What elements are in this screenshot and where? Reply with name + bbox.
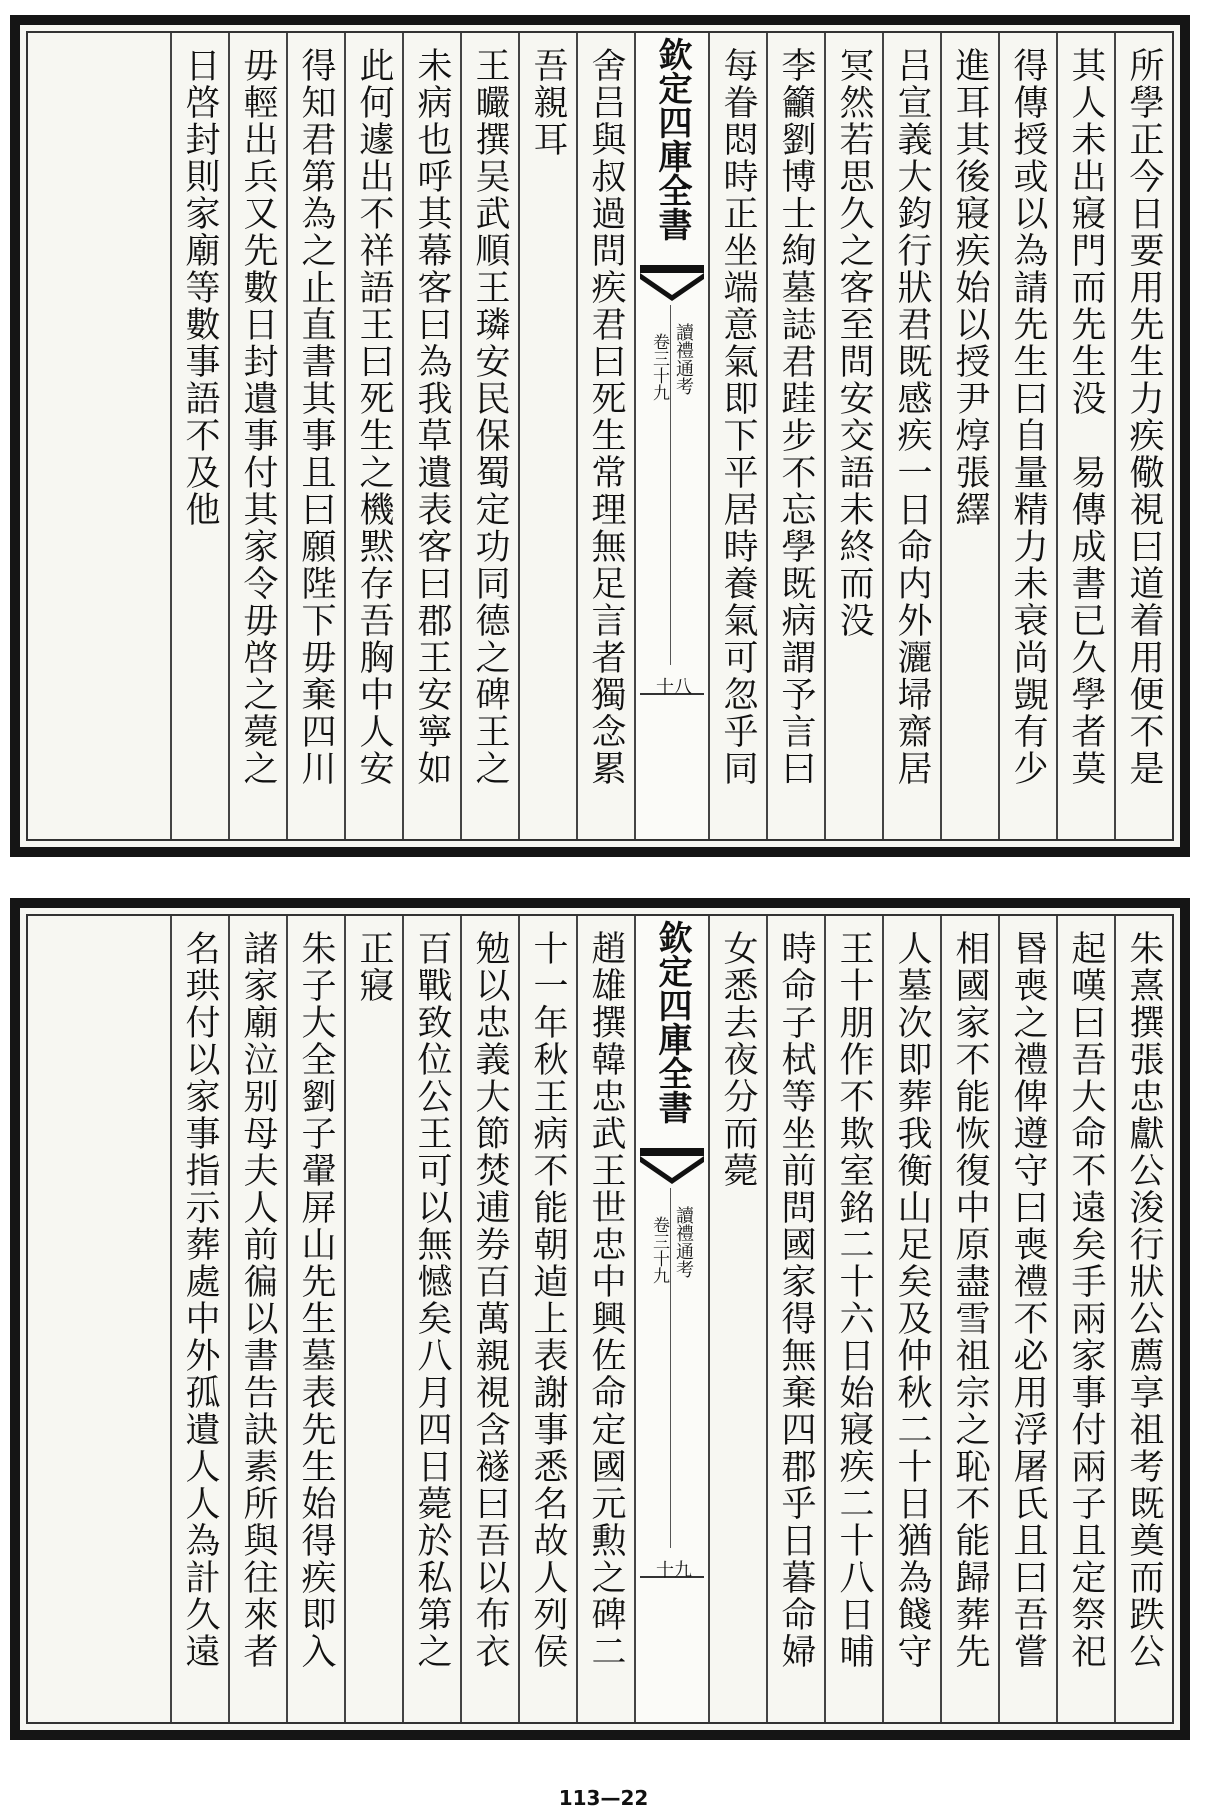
column-text: 進耳其後寢疾始以授尹焞張繹 bbox=[950, 47, 990, 528]
center-banner bbox=[634, 33, 708, 839]
fish-tail-mark-icon bbox=[640, 265, 704, 301]
column-text: 毋輕出兵又先數日封遺事付其家令毋啓之薨之 bbox=[238, 47, 278, 787]
column-text: 起嘆曰吾大命不遠矣手兩家事付兩子且定祭祀 bbox=[1066, 930, 1106, 1670]
top-page-columns bbox=[28, 33, 1172, 839]
text-column bbox=[344, 33, 402, 839]
top-page bbox=[10, 15, 1190, 857]
text-column bbox=[708, 916, 766, 1722]
column-text: 吕宣義大鈞行狀君既感疾一日命内外灑埽齋居 bbox=[892, 47, 932, 787]
text-column bbox=[824, 33, 882, 839]
column-text: 日啓封則家廟等數事語不及他 bbox=[180, 47, 220, 528]
page-number: 113—22 bbox=[558, 1786, 649, 1810]
column-text: 冥然若思久之客至問安交語未終而没 bbox=[834, 47, 874, 639]
text-column bbox=[460, 33, 518, 839]
column-text: 未病也呼其幕客曰為我草遺表客曰郡王安寧如 bbox=[412, 47, 452, 787]
column-text: 諸家廟泣别母夫人前徧以書告訣素所與往來者 bbox=[238, 930, 278, 1670]
text-column bbox=[708, 33, 766, 839]
leaf-number: 十九 bbox=[656, 1560, 692, 1581]
text-column bbox=[286, 916, 344, 1722]
text-column bbox=[1056, 33, 1114, 839]
column-text: 人墓次即葬我衡山足矣及仲秋二十日猶為餞守 bbox=[892, 930, 932, 1670]
bottom-page-frame bbox=[26, 914, 1174, 1724]
text-column bbox=[402, 33, 460, 839]
column-text: 名珙付以家事指示葬處中外孤遺人人為計久遠 bbox=[180, 930, 220, 1670]
column-text: 時命子栻等坐前問國家得無棄四郡乎日暮命婦 bbox=[776, 930, 816, 1670]
column-text: 得傳授或以為請先生曰自量精力未衰尚覬有少 bbox=[1008, 47, 1048, 787]
column-text: 朱熹撰張忠獻公浚行狀公薦享祖考既奠而跌公 bbox=[1124, 930, 1164, 1670]
column-text: 李籲劉博士絢墓誌君跬步不忘學既病謂予言曰 bbox=[776, 47, 816, 787]
text-column bbox=[576, 916, 634, 1722]
column-text: 正寢 bbox=[354, 930, 394, 1004]
bottom-page-columns bbox=[28, 916, 1172, 1722]
text-column bbox=[998, 33, 1056, 839]
column-text: 相國家不能恢復中原盡雪祖宗之恥不能歸葬先 bbox=[950, 930, 990, 1670]
text-column bbox=[170, 916, 228, 1722]
text-column bbox=[882, 916, 940, 1722]
center-banner bbox=[634, 916, 708, 1722]
column-text: 其人未出寢門而先生没 易傳成書已久學者莫 bbox=[1066, 47, 1106, 787]
text-column bbox=[998, 916, 1056, 1722]
text-column bbox=[402, 916, 460, 1722]
column-text: 所學正今日要用先生力疾儆視曰道着用便不是 bbox=[1124, 47, 1164, 787]
text-column bbox=[344, 916, 402, 1722]
column-text: 得知君第為之止直書其事且曰願陛下毋棄四川 bbox=[296, 47, 336, 787]
volume-label: 卷三十九 bbox=[649, 1216, 669, 1284]
book-title: 讀禮通考 bbox=[673, 323, 694, 395]
column-text: 十一年秋王病不能朝逌上表謝事悉名故人列侯 bbox=[528, 930, 568, 1670]
text-column bbox=[170, 33, 228, 839]
text-column bbox=[286, 33, 344, 839]
bottom-page bbox=[10, 898, 1190, 1740]
text-column bbox=[1114, 33, 1172, 839]
column-text: 百戰致位公王可以無憾矣八月四日薨於私第之 bbox=[412, 930, 452, 1670]
column-text: 朱子大全劉子翬屏山先生墓表先生始得疾即入 bbox=[296, 930, 336, 1670]
text-column bbox=[1056, 916, 1114, 1722]
column-text: 每眷悶時正坐端意氣即下平居時養氣可忽乎同 bbox=[718, 47, 758, 787]
top-page-frame bbox=[26, 31, 1174, 841]
banner-rule bbox=[670, 305, 671, 665]
column-text: 昬喪之禮俾遵守曰喪禮不必用浮屠氏且曰吾嘗 bbox=[1008, 930, 1048, 1670]
text-column bbox=[824, 916, 882, 1722]
text-column bbox=[460, 916, 518, 1722]
column-text: 趙雄撰韓忠武王世忠中興佐命定國元勲之碑二 bbox=[586, 930, 626, 1670]
text-column bbox=[228, 916, 286, 1722]
text-column bbox=[940, 916, 998, 1722]
text-column bbox=[518, 33, 576, 839]
fish-tail-mark-icon bbox=[640, 1148, 704, 1184]
text-column bbox=[766, 33, 824, 839]
text-column bbox=[1114, 916, 1172, 1722]
column-text: 王曮撰吴武順王璘安民保蜀定功同德之碑王之 bbox=[470, 47, 510, 787]
text-column bbox=[576, 33, 634, 839]
column-text: 王十朋作不欺室銘二十六日始寢疾二十八日晡 bbox=[834, 930, 874, 1670]
text-column bbox=[882, 33, 940, 839]
column-text: 此何遽出不祥語王曰死生之機黙存吾胸中人安 bbox=[354, 47, 394, 787]
banner-rule bbox=[670, 1188, 671, 1548]
column-text: 舍吕與叔過問疾君曰死生常理無足言者獨念累 bbox=[586, 47, 626, 787]
text-column bbox=[518, 916, 576, 1722]
leaf-number: 十八 bbox=[656, 677, 692, 698]
text-column bbox=[940, 33, 998, 839]
column-text: 勉以忠義大節焚逋券百萬親視含襚曰吾以布衣 bbox=[470, 930, 510, 1670]
text-column bbox=[228, 33, 286, 839]
library-title: 欽定四庫全書 bbox=[652, 920, 692, 1124]
library-title: 欽定四庫全書 bbox=[652, 37, 692, 241]
column-text: 吾親耳 bbox=[528, 47, 568, 158]
text-column bbox=[766, 916, 824, 1722]
column-text: 女悉去夜分而薨 bbox=[718, 930, 758, 1189]
volume-label: 卷三十九 bbox=[649, 333, 669, 401]
book-title: 讀禮通考 bbox=[673, 1206, 694, 1278]
